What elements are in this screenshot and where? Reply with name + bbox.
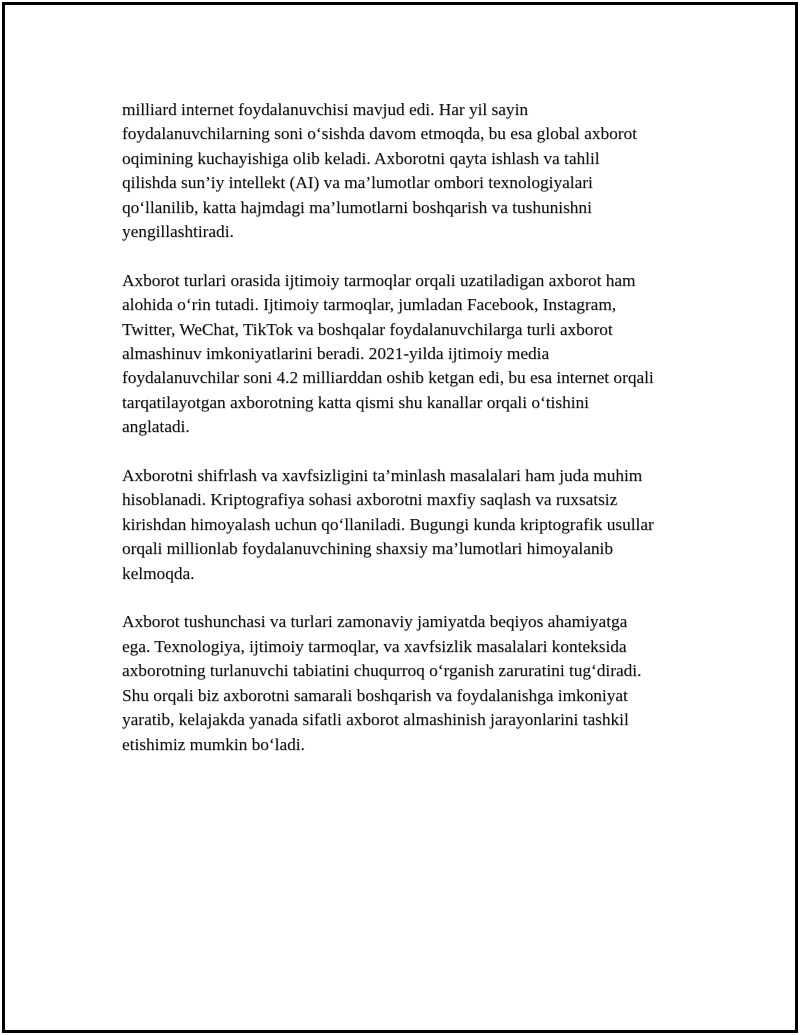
text-line: qilishda sun’iy intellekt (AI) va ma’lumotlar ombori texnologiyalari: [122, 173, 593, 193]
document-body: [122, 98, 712, 781]
text-line: axborotning turlanuvchi tabiatini chuqurroq o‘rganish zaruratini tug‘diradi.: [122, 661, 642, 681]
text-line: anglatadi.: [122, 417, 190, 437]
text-line: yaratib, kelajakda yanada sifatli axborot almashinish jarayonlarini tashkil: [122, 710, 629, 730]
text-line: Axborotni shifrlash va xavfsizligini ta’minlash masalalari ham juda muhim: [122, 466, 643, 486]
text-line: foydalanuvchilarning soni o‘sishda davom etmoqda, bu esa global axborot: [122, 124, 637, 144]
paragraph-4: [122, 610, 712, 756]
text-line: Twitter, WeChat, TikTok va boshqalar foydalanuvchilarga turli axborot: [122, 319, 613, 339]
text-line: milliard internet foydalanuvchisi mavjud edi. Har yil sayin: [122, 100, 529, 119]
paragraph-1: [122, 98, 712, 244]
text-line: hisoblanadi. Kriptografiya sohasi axborotni maxfiy saqlash va ruxsatsiz: [122, 490, 618, 510]
text-line: qo‘llanilib, katta hajmdagi ma’lumotlarni boshqarish va tushunishni: [122, 197, 592, 217]
text-line: alohida o‘rin tutadi. Ijtimoiy tarmoqlar, jumladan Facebook, Instagram,: [122, 295, 617, 315]
text-line: Axborot turlari orasida ijtimoiy tarmoqlar orqali uzatiladigan axborot ham: [122, 270, 636, 290]
page-frame: [2, 2, 798, 1033]
text-line: oqimining kuchayishiga olib keladi. Axborotni qayta ishlash va tahlil: [122, 148, 600, 168]
text-line: orqali millionlab foydalanuvchining shaxsiy ma’lumotlari himoyalanib: [122, 539, 613, 559]
text-line: yengillashtiradi.: [122, 222, 234, 242]
text-line: almashinuv imkoniyatlarini beradi. 2021-yilda ijtimoiy media: [122, 344, 550, 364]
paragraph-2: [122, 269, 712, 440]
text-line: tarqatilayotgan axborotning katta qismi shu kanallar orqali o‘tishini: [122, 392, 589, 412]
text-line: Axborot tushunchasi va turlari zamonaviy jamiyatda beqiyos ahamiyatga: [122, 612, 628, 632]
text-line: ega. Texnologiya, ijtimoiy tarmoqlar, va xavfsizlik masalalari konteksida: [122, 636, 627, 656]
paragraph-3: [122, 464, 712, 586]
text-line: kelmoqda.: [122, 563, 195, 583]
text-line: foydalanuvchilar soni 4.2 milliarddan oshib ketgan edi, bu esa internet orqali: [122, 368, 654, 388]
text-line: etishimiz mumkin bo‘ladi.: [122, 734, 305, 754]
text-line: kirishdan himoyalash uchun qo‘llaniladi. Bugungi kunda kriptografik usullar: [122, 514, 654, 534]
text-line: Shu orqali biz axborotni samarali boshqarish va foydalanishga imkoniyat: [122, 685, 628, 705]
